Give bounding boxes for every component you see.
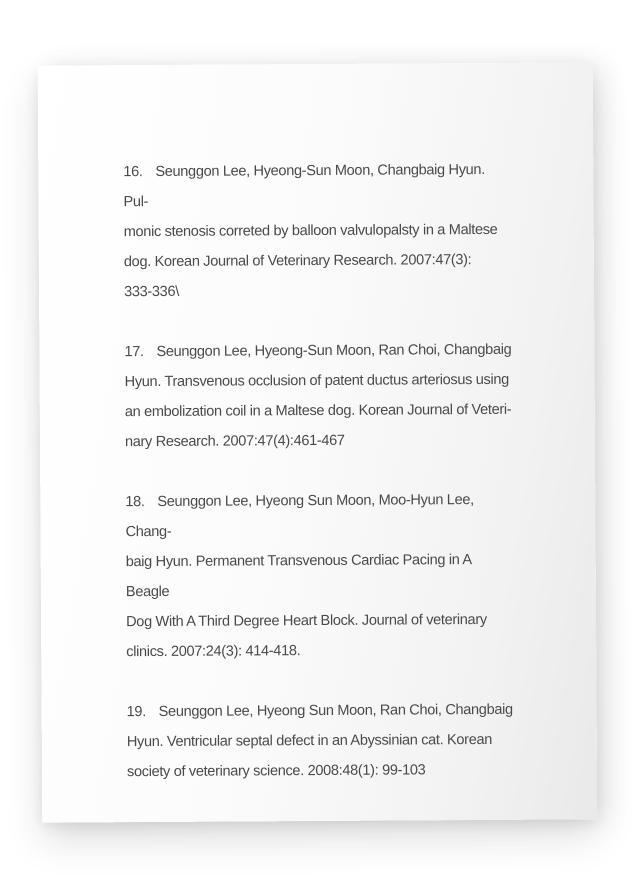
reference-line: an embolization coil in a Maltese dog. Korean Journal of Veteri- bbox=[124, 401, 512, 421]
reference-item-16 bbox=[123, 155, 512, 307]
reference-number: 19. bbox=[126, 704, 146, 721]
reference-line: Hyun. Transvenous occlusion of patent ductus arteriosus using bbox=[124, 371, 509, 391]
reference-line: baig Hyun. Permanent Transvenous Cardiac Pacing in A Beagle bbox=[125, 552, 472, 601]
reference-text: Seunggon Lee, Hyeong Sun Moon, Moo-Hyun Lee, Chang- bbox=[125, 492, 474, 541]
reference-text: Seunggon Lee, Hyeong-Sun Moon, Changbaig Hyun. Pul- bbox=[123, 161, 485, 211]
reference-line bbox=[124, 335, 512, 367]
reference-line bbox=[125, 485, 513, 547]
reference-line: dog. Korean Journal of Veterinary Research. 2007:47(3): bbox=[123, 252, 472, 271]
reference-line: Dog With A Third Degree Heart Block. Journal of veterinary bbox=[126, 611, 487, 631]
reference-number: 17. bbox=[124, 344, 144, 361]
reference-list bbox=[123, 155, 515, 817]
reference-text: Seunggon Lee, Hyeong-Sun Moon, Ran Choi, Changbaig bbox=[156, 341, 512, 360]
reference-line: clinics. 2007:24(3): 414-418. bbox=[126, 643, 301, 661]
reference-line: Hyun. Ventricular septal defect in an Abyssinian cat. Korean bbox=[126, 731, 493, 751]
paper-sheet bbox=[38, 62, 598, 822]
reference-line: monic stenosis correted by balloon valvulopalsty in a Maltese bbox=[123, 221, 498, 241]
reference-line: nary Research. 2007:47(4):461-467 bbox=[124, 432, 345, 451]
reference-line: 333-336\ bbox=[124, 283, 179, 301]
reference-line: society of veterinary science. 2008:48(1): 99-103 bbox=[126, 762, 426, 781]
reference-item-18 bbox=[125, 485, 514, 667]
reference-item-17 bbox=[124, 335, 513, 457]
reference-line bbox=[123, 155, 511, 217]
reference-text: Seunggon Lee, Hyeong Sun Moon, Ran Choi, Changbaig bbox=[158, 701, 513, 720]
reference-line bbox=[127, 695, 515, 727]
reference-number: 16. bbox=[123, 164, 143, 181]
reference-item-19 bbox=[127, 695, 516, 787]
reference-number: 18. bbox=[125, 494, 145, 511]
